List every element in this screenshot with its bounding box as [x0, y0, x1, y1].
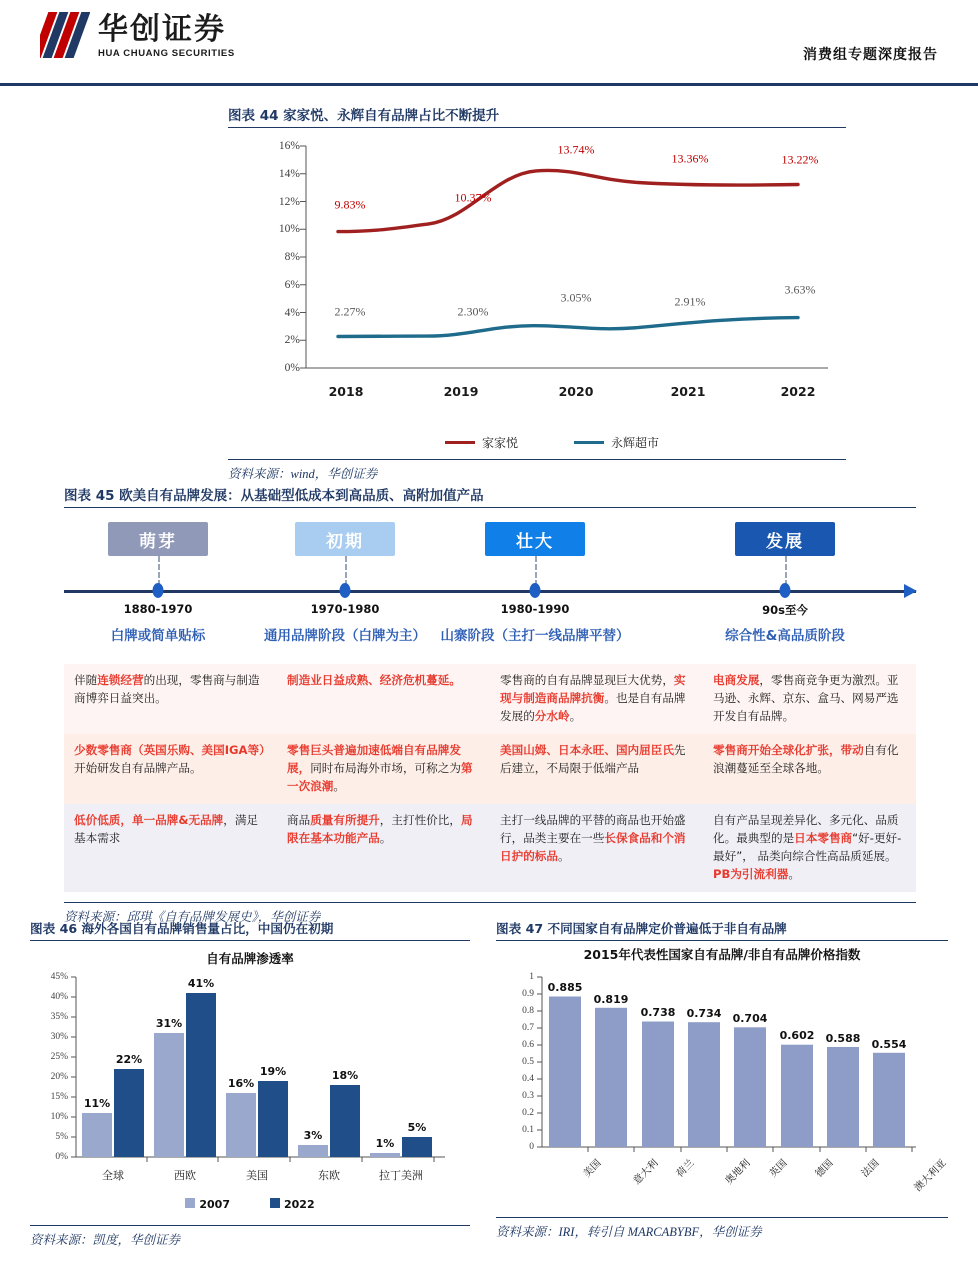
figure-44-chart: [228, 132, 846, 432]
timeline-node-dot: [530, 583, 541, 598]
figure-46-source: 资料来源：凯度，华创证券: [30, 1233, 181, 1247]
fig46-value-2007: 3%: [303, 1129, 323, 1142]
figure-46: [30, 918, 470, 1248]
timeline-stage-label-3: 山寨阶段（主打一线品牌平替）: [440, 628, 630, 644]
fig45-text: ，主打性价比，: [379, 812, 461, 827]
fig45-cell: [490, 804, 703, 892]
fig44-ytick: 12%: [278, 195, 300, 208]
fig47-category: 意大利: [631, 1158, 661, 1188]
figure-46-title: 图表 46 海外各国自有品牌销售量占比，中国仍在初期: [30, 921, 334, 936]
fig44-datalabel-jiajiayue: 13.74%: [557, 142, 595, 157]
figure-47-subtitle: 2015年代表性国家自有品牌/非自有品牌价格指数: [583, 947, 861, 962]
fig44-ytick: 2%: [284, 334, 300, 347]
figure-47: [496, 918, 948, 1240]
timeline-stage-box-3: 壮大: [485, 522, 585, 556]
fig45-text: 商品: [287, 812, 311, 827]
fig44-datalabel-jiajiayue: 10.37%: [454, 190, 492, 205]
timeline-period-4: 90s至今: [762, 603, 808, 617]
fig45-text-highlight: PB为引流利器: [713, 866, 789, 881]
figure-44-legend: [228, 434, 846, 451]
fig44-datalabel-yonghui: 2.30%: [457, 304, 489, 319]
fig47-category: 法国: [859, 1158, 882, 1180]
company-logo: [40, 12, 235, 58]
fig46-ytick: 35%: [50, 1012, 68, 1022]
fig46-value-2007: 16%: [227, 1077, 255, 1090]
fig44-ytick: 14%: [278, 167, 300, 180]
fig47-ytick: 0: [529, 1142, 534, 1153]
legend-swatch-icon: [270, 1198, 280, 1208]
timeline-connector: [785, 556, 787, 586]
legend-label: 家家悦: [481, 436, 518, 450]
legend-swatch-icon: [574, 441, 604, 444]
figure-47-title: 图表 47 不同国家自有品牌定价普遍低于非自有品牌: [496, 921, 787, 936]
fig47-ytick: 0.2: [522, 1108, 534, 1119]
figure-47-chart: [496, 965, 948, 1215]
fig44-ytick: 16%: [278, 140, 300, 152]
fig47-value: 0.738: [640, 1006, 676, 1020]
fig47-value: 0.885: [547, 981, 583, 995]
fig47-category: 荷兰: [674, 1158, 697, 1180]
logo-name-en: HUA CHUANG SECURITIES: [98, 47, 235, 59]
legend-label: 永辉超市: [611, 436, 660, 450]
timeline-arrow-icon: [904, 584, 917, 598]
fig46-category: 西欧: [174, 1169, 196, 1182]
timeline-node-dot: [780, 583, 791, 598]
legend-label: 2007: [199, 1198, 230, 1211]
fig44-datalabel-jiajiayue: 9.83%: [334, 197, 366, 212]
timeline-period-1: 1880-1970: [123, 602, 193, 616]
timeline-stage-box-2: 初期: [295, 522, 395, 556]
fig45-text: 。也是自有品牌发展的: [500, 690, 686, 723]
fig45-text: 同时布局海外市场，可称之为: [310, 760, 461, 775]
timeline-node-dot: [153, 583, 164, 598]
fig46-category: 拉丁美洲: [379, 1169, 423, 1182]
fig47-value: 0.602: [779, 1029, 815, 1043]
figure-44-svg: [228, 132, 846, 432]
timeline-node-dot: [340, 583, 351, 598]
timeline-connector: [158, 556, 160, 586]
page-header: [0, 0, 978, 86]
fig44-ytick: 6%: [284, 278, 300, 291]
fig47-ytick: 0.5: [522, 1057, 534, 1068]
fig47-category: 奥地利: [723, 1158, 753, 1188]
fig45-text: 。: [569, 708, 582, 723]
fig45-text: 。: [379, 830, 392, 845]
figure-47-title-bar: [496, 918, 948, 941]
fig45-text-highlight: 电商发展: [713, 673, 760, 687]
timeline-connector: [345, 556, 347, 586]
fig45-text-highlight: 连锁经营: [97, 673, 144, 687]
fig45-text-highlight: 分水岭: [534, 708, 570, 723]
fig45-text: 。: [333, 778, 345, 793]
timeline-connector: [535, 556, 537, 586]
fig47-category: 德国: [813, 1158, 836, 1180]
figure-46-chart: [30, 971, 470, 1193]
fig45-text: 伴随: [74, 673, 98, 687]
fig45-text: 。: [557, 848, 570, 863]
fig47-category: 美国: [581, 1158, 604, 1180]
figure-44: [228, 104, 846, 482]
fig46-ytick: 15%: [50, 1092, 68, 1102]
fig44-datalabel-yonghui: 2.91%: [674, 294, 706, 309]
fig46-ytick: 25%: [50, 1052, 68, 1062]
figure-47-source-bar: [496, 1217, 948, 1240]
figure-44-source-bar: [228, 459, 846, 482]
fig47-value: 0.554: [871, 1038, 907, 1052]
timeline-stage-label-1: 白牌或简单贴标: [110, 628, 206, 644]
fig47-value: 0.588: [825, 1032, 861, 1046]
fig45-text: 开始研发自有品牌产品。: [74, 760, 202, 775]
figure-44-title: 图表 44 家家悦、永辉自有品牌占比不断提升: [228, 108, 500, 124]
fig45-text-highlight: 日本零售商: [794, 830, 853, 845]
fig47-ytick: 0.4: [522, 1074, 534, 1085]
legend-item-2022: [270, 1195, 315, 1213]
fig45-text: 主打一线品牌的平替的商品也开始盛行，品类主要在一些: [500, 812, 686, 845]
figure-46-title-bar: [30, 918, 470, 941]
fig45-text-highlight: 少数零售商（英国乐购、美国IGA等）: [74, 742, 271, 757]
figure-46-subtitle: 自有品牌渗透率: [206, 951, 294, 966]
timeline-stage-label-4: 综合性&高品质阶段: [725, 628, 845, 644]
fig45-cell: [703, 804, 916, 892]
fig44-ytick: 10%: [278, 223, 300, 236]
fig44-xtick: 2019: [443, 384, 479, 399]
fig46-category: 美国: [246, 1169, 268, 1182]
figure-45-content-grid: [64, 664, 916, 892]
fig44-xtick: 2021: [670, 384, 706, 399]
figure-46-source-bar: [30, 1225, 470, 1248]
fig45-text-highlight: 美国山姆、日本永旺、国内屈臣氏: [500, 742, 674, 757]
fig46-value-2007: 1%: [375, 1137, 395, 1150]
fig44-xtick: 2020: [558, 384, 594, 399]
fig47-ytick: 0.8: [522, 1006, 534, 1017]
fig45-text-highlight: 零售商开始全球化扩张，带动: [713, 742, 864, 757]
legend-swatch-icon: [185, 1198, 195, 1208]
fig45-cell: [277, 734, 490, 804]
fig45-cell: [703, 664, 916, 734]
legend-swatch-icon: [445, 441, 475, 444]
fig45-cell: [490, 734, 703, 804]
fig45-text: 自有化浪潮蔓延至全球各地。: [713, 742, 899, 775]
fig46-category: 全球: [102, 1169, 124, 1182]
fig44-datalabel-yonghui: 3.05%: [560, 290, 592, 305]
fig45-text: ，零售商竞争更为激烈。亚马逊、永辉、京东、盒马、网易严选开发自有品牌。: [713, 673, 899, 723]
fig44-xtick: 2022: [780, 384, 816, 399]
fig47-ytick: 0.1: [522, 1125, 534, 1136]
fig46-value-2007: 31%: [155, 1017, 183, 1030]
fig45-text: 的出现，零售商与制造商博弈日益突出。: [74, 673, 260, 705]
fig45-text-highlight: 局限在基本功能产品: [287, 812, 473, 845]
fig44-ytick: 8%: [284, 251, 300, 263]
timeline-stage-box-4: 发展: [735, 522, 835, 556]
fig45-text: 零售商的自有品牌显现巨大优势，: [500, 673, 674, 687]
figure-45-title: 图表 45 欧美自有品牌发展：从基础型低成本到高品质、高附加值产品: [64, 488, 484, 504]
fig45-text: ，满足基本需求: [74, 812, 259, 845]
fig47-category: 英国: [767, 1158, 790, 1180]
logo-name-cn: 华创证券: [98, 11, 226, 47]
fig46-ytick: 0%: [55, 1152, 68, 1162]
fig45-text: 自有产品呈现差异化、多元化、品质化。最典型的是: [713, 812, 899, 845]
fig45-text-highlight: 低价低质，单一品牌&无品牌: [74, 812, 224, 827]
fig46-value-2007: 11%: [83, 1097, 111, 1110]
fig47-ytick: 0.7: [522, 1023, 534, 1034]
fig47-value: 0.734: [686, 1007, 722, 1021]
fig44-datalabel-yonghui: 3.63%: [784, 282, 816, 297]
fig45-cell: [64, 734, 277, 804]
figure-47-source: 资料来源：IRI，转引自 MARCABYBF，华创证券: [496, 1225, 762, 1240]
figure-44-title-bar: [228, 104, 846, 128]
figure-45-title-bar: [64, 484, 916, 508]
legend-label: 2022: [284, 1198, 315, 1211]
fig47-value: 0.704: [732, 1012, 768, 1026]
fig45-cell: [64, 804, 277, 892]
fig46-ytick: 45%: [50, 972, 68, 982]
fig45-text-highlight: 质量有所提升: [310, 812, 380, 827]
fig46-value-2022: 18%: [331, 1069, 359, 1082]
fig45-text-highlight: 长保食品和个消日护的标品: [500, 830, 686, 863]
report-series-label: 消费组专题深度报告: [803, 47, 938, 63]
timeline-period-2: 1970-1980: [310, 602, 380, 616]
fig46-value-2022: 41%: [187, 977, 215, 990]
fig45-text-highlight: 第一次浪潮: [287, 760, 473, 793]
fig46-value-2022: 5%: [407, 1121, 427, 1134]
figure-46-legend: [30, 1195, 470, 1213]
logo-mark-icon: [40, 12, 90, 58]
fig45-text: 先后建立，不局限于低端产品: [500, 742, 686, 775]
fig44-ytick: 0%: [284, 362, 300, 374]
fig44-ytick: 4%: [284, 306, 300, 319]
fig45-text-highlight: 制造业日益成熟、经济危机蔓延。: [287, 673, 461, 687]
fig45-text-highlight: 零售巨头普遍加速低端自有品牌发展，: [287, 742, 461, 775]
fig46-ytick: 20%: [50, 1072, 68, 1082]
fig47-value: 0.819: [593, 993, 629, 1007]
fig45-cell: [277, 804, 490, 892]
timeline-stage-box-1: 萌芽: [108, 522, 208, 556]
fig46-ytick: 10%: [50, 1112, 68, 1122]
fig47-ytick: 0.3: [522, 1091, 534, 1102]
fig46-ytick: 30%: [50, 1032, 68, 1042]
fig44-datalabel-jiajiayue: 13.36%: [671, 151, 709, 166]
fig47-ytick: 0.6: [522, 1040, 534, 1051]
fig46-value-2022: 22%: [115, 1053, 143, 1066]
fig45-cell: [277, 664, 490, 734]
figure-45-source: 资料来源：邱琪《自有品牌发展史》，华创证券: [64, 909, 321, 924]
legend-item-yonghui: [574, 434, 659, 451]
fig44-datalabel-jiajiayue: 13.22%: [781, 152, 819, 167]
fig45-cell: [490, 664, 703, 734]
fig45-cell: [703, 734, 916, 804]
timeline-stage-label-2: 通用品牌阶段（白牌为主）: [264, 628, 426, 644]
fig45-text-highlight: 实现与制造商品牌抗衡: [500, 673, 686, 705]
figure-45-timeline: [64, 514, 916, 664]
fig46-ytick: 5%: [55, 1132, 68, 1142]
fig46-ytick: 40%: [50, 992, 68, 1002]
fig46-category: 东欧: [318, 1169, 340, 1182]
fig45-cell: [64, 664, 277, 734]
fig47-ytick: 0.9: [522, 989, 534, 1000]
fig44-xtick: 2018: [328, 384, 364, 399]
fig45-text: 。: [788, 866, 800, 881]
fig47-ytick: 1: [529, 972, 534, 983]
header-divider: [0, 83, 978, 86]
timeline-period-3: 1980-1990: [500, 602, 570, 616]
legend-item-2007: [185, 1195, 230, 1213]
fig47-category: 澳大利亚: [912, 1158, 949, 1195]
fig46-value-2022: 19%: [259, 1065, 287, 1078]
fig45-text: “好-更好-最好”， 品类向综合性高品质延展。: [713, 830, 902, 863]
figure-44-source: 资料来源：wind，华创证券: [228, 467, 378, 481]
legend-item-jiajiayue: [445, 434, 518, 451]
fig44-datalabel-yonghui: 2.27%: [334, 304, 366, 319]
figure-45: [64, 484, 916, 925]
